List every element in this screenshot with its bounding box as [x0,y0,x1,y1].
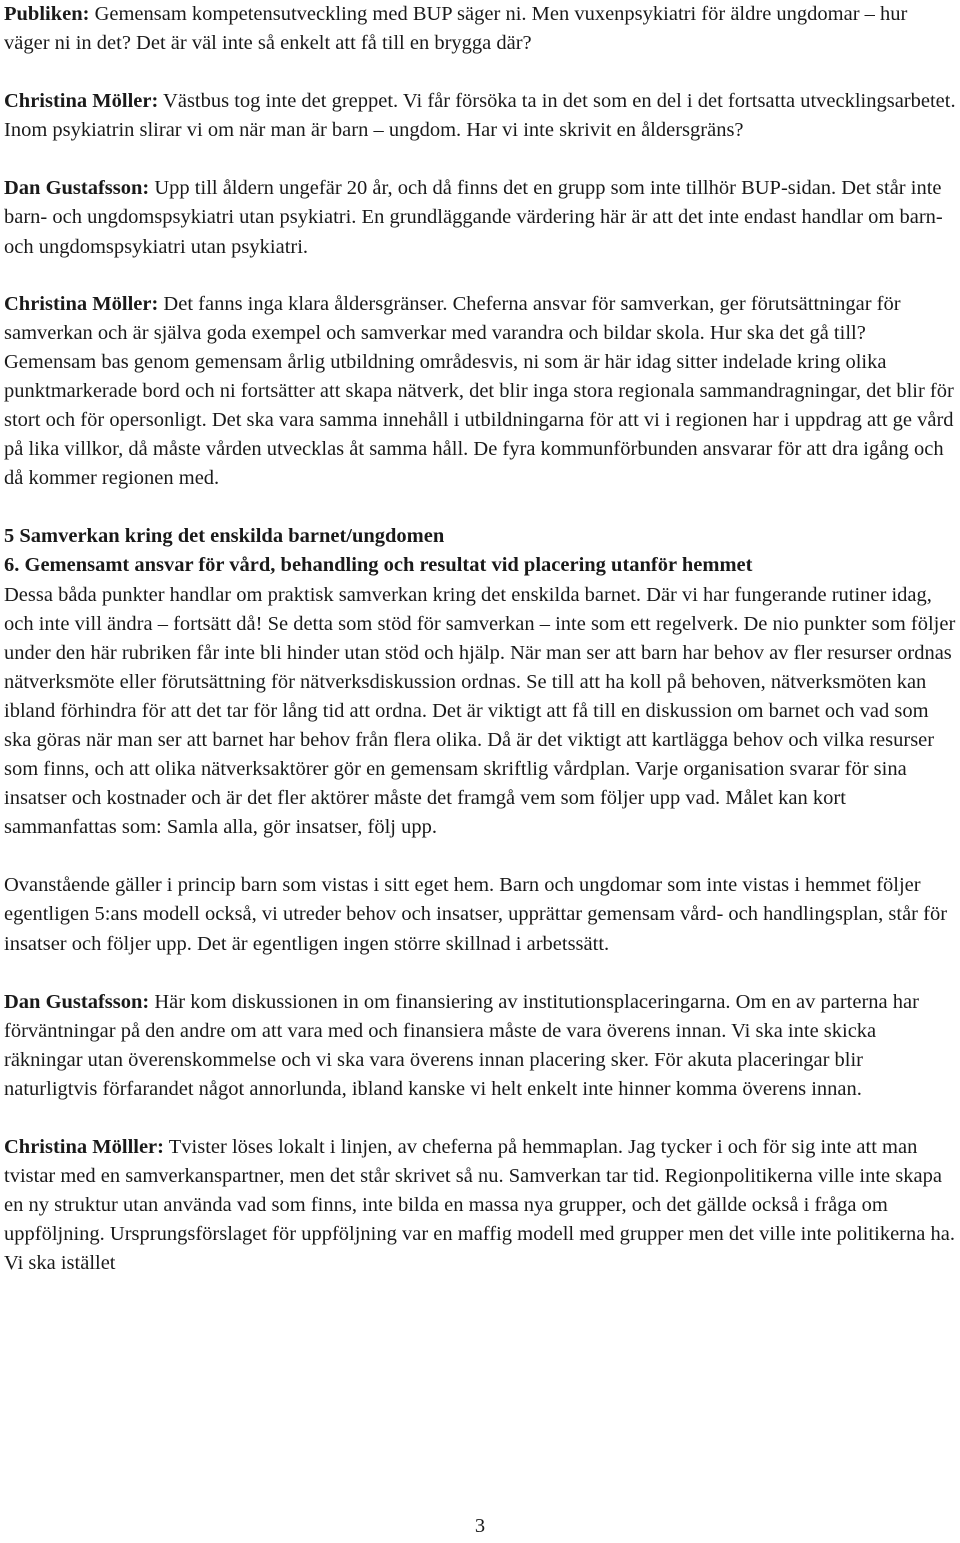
paragraph-gap [4,493,956,522]
paragraph-text: Gemensam kompetensutveckling med BUP säger ni. Men vuxenpsykiatri för äldre ungdomar – hur väger ni in det? Det är väl inte så enkelt att få till en brygga där? [4,3,908,55]
page-number: 3 [474,1515,486,1537]
paragraph-text: Upp till åldern ungefär 20 år, och då finns det en grupp som inte tillhör BUP-sidan. Det står inte barn- och ungdomspsykiatri utan psykiatri. En grundläggande värdering här är att det inte endast handlar om barn- och ungdomspsykiatri utan psykiatri. [4,177,943,258]
document-page [4,0,956,1278]
speaker-label: Dan Gustafsson: [4,177,150,200]
section-heading-5: 5 Samverkan kring det enskilda barnet/ungdomen [4,525,445,548]
paragraph-gap [4,58,956,87]
paragraph-text: Västbus tog inte det greppet. Vi får försöka ta in det som en del i det fortsatta utvecklingsarbetet. Inom psykiatrin slirar vi om när man är barn – ungdom. Har vi inte skrivit en åldersgräns? [4,90,956,142]
speaker-label: Christina Möller: [4,90,159,113]
paragraph-text: Här kom diskussionen in om finansiering av institutionsplaceringarna. Om en av parterna har förväntningar på den andre om att vara med och finansiera måste de vara överens innan. Vi ska inte skicka räkningar utan överenskommelse och vi ska vara överens innan placering sker. För akuta placeringar blir naturligtvis förfarandet något annorlunda, ibland kanske vi helt enkelt inte hinner komma överens innan. [4,990,919,1100]
paragraph-ovanstaende: Ovanstående gäller i princip barn som vistas i sitt eget hem. Barn och ungdomar som inte vistas i hemmet följer egentligen 5:ans modell också, vi utreder behov och insatser, upprättar gemensam vård- och handlingsplan, står för insatser och följer upp. Det är egentligen ingen större skillnad i arbetssätt. [4,874,948,955]
section-body: Dessa båda punkter handlar om praktisk samverkan kring det enskilda barnet. Där vi har fungerande rutiner idag, och inte vill ändra – fortsätt då! Se detta som stöd för samverkan – inte som ett regelverk. De nio punkter som följer under den här rubriken får inte bli hinder utan stöd och hjälp. När man ser att barn har behov av fler resurser ordnas nätverksmöte eller förutsättning för nätverksdiskussion ordnas. Se till att ha koll på behoven, nätverksmöten kan ibland förhindra för att det tar för lång tid att ordna. Det är viktigt att få till en diskussion om barnet och vad som ska göras när man ser att barnet har behov från flera olika. Då är det viktigt att kartlägga behov och vilka resurser som finns, och att olika nätverksaktörer gör en gemensam skriftlig vårdplan. Varje organisation svarar för sina insatser och kostnader och är det fler aktörer måste det framgå vem som följer upp vad. Målet kan kort sammanfattas som: Samla alla, gör insatser, följ upp. [4,583,956,839]
speaker-label: Christina Mölller: [4,1136,164,1158]
paragraph-publiken [4,0,956,58]
paragraph-gap [4,1104,956,1133]
paragraph-dan-1 [4,174,956,261]
paragraph-dan-2 [4,988,956,1104]
paragraph-gap [4,959,956,988]
speaker-label: Dan Gustafsson: [4,990,150,1013]
paragraph-christina-1 [4,87,956,145]
paragraph-christina-3 [4,1133,956,1278]
paragraph-gap [4,145,956,174]
paragraph-text: Det fanns inga klara åldersgränser. Cheferna ansvar för samverkan, ger förutsättningar för samverkan och är själva goda exempel och samverkar med varandra och bildar skola. Hur ska det gå till? Gemensam bas genom gemensam årlig utbildning områdesvis, ni som är här idag sitter indelade kring olika punktmarkerade bord och ni fortsätter att skapa nätverk, det blir inga stora regionala sammandragningar, det blir för stort och för opersonligt. Det ska vara samma innehåll i utbildningarna för att vi i regionen har i uppdrag att ge vård på lika villkor, då måste vården utvecklas åt samma håll. De fyra kommunförbunden ansvarar för att dra igång och då kommer regionen med. [4,292,954,490]
paragraph-text: Tvister löses lokalt i linjen, av cheferna på hemmaplan. Jag tycker i och för sig inte att man tvistar med en samverkanspartner, men det står skrivet så nu. Samverkan tar tid. Regionpolitikerna ville inte skapa en ny struktur utan använda vad som finns, inte bilda en massa nya grupper, och det gällde också i fråga om uppföljning. Ursprungsförslaget för uppföljning var en maffig modell med grupper men det ville inte politikerna ha. Vi ska istället [4,1136,955,1275]
speaker-label: Publiken: [4,3,90,25]
paragraph-christina-2 [4,290,956,494]
section-heading-6: 6. Gemensamt ansvar för vård, behandling och resultat vid placering utanför hemmet [4,554,753,577]
paragraph-gap [4,262,956,290]
paragraph-gap [4,842,956,871]
speaker-label: Christina Möller: [4,292,159,315]
